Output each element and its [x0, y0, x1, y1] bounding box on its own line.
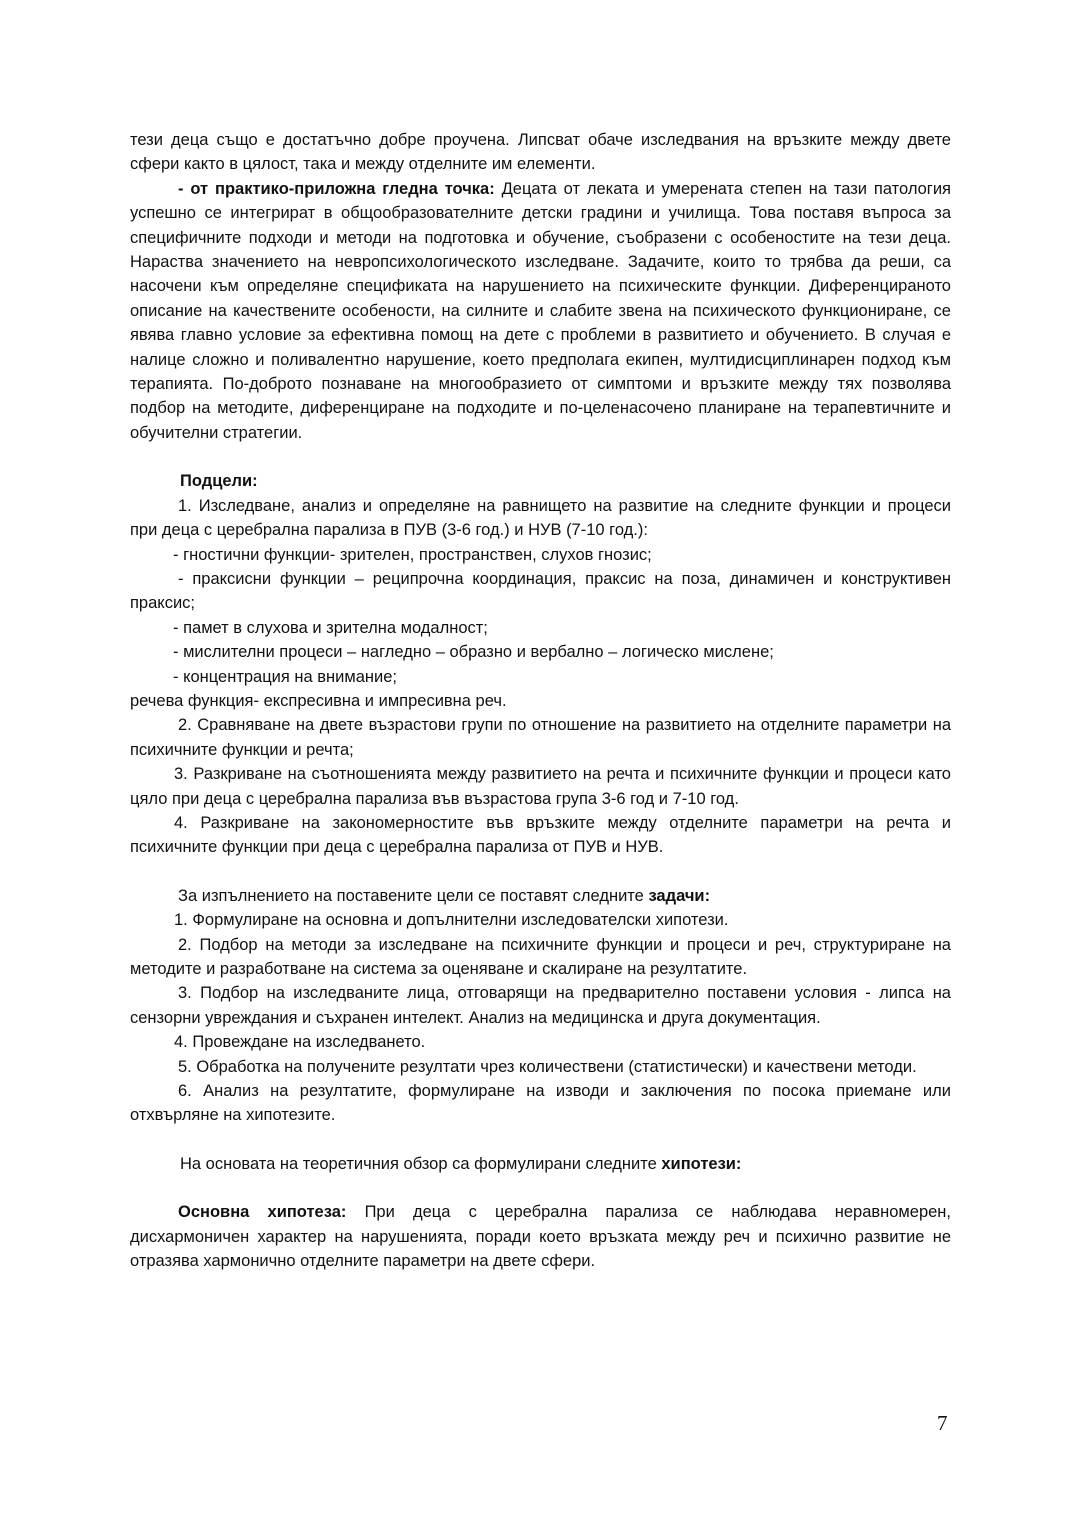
page-number: 7	[937, 1411, 948, 1435]
paragraph-intro-continuation: тези деца също е достатъчно добре проучена. Липсват обаче изследвания на връзките между двете сфери както в цялост, така и между отделните им елементи.	[130, 131, 951, 174]
subgoal-1-item-memory: - памет в слухова и зрителна модалност;	[173, 618, 488, 637]
spacer	[130, 1128, 951, 1152]
paragraph-practical-viewpoint	[130, 177, 951, 445]
main-hypothesis-label: Основна хипотеза:	[178, 1203, 347, 1222]
hypotheses-intro	[130, 1152, 951, 1176]
task-2: 2. Подбор на методи за изследване на психичните функции и процеси и реч, структуриране на методите и разработване на система за оценяване и скалиране на резултатите.	[130, 935, 951, 978]
tasks-label: задачи:	[648, 886, 711, 905]
document-body	[130, 128, 951, 1273]
subgoal-1-item-thinking: - мислителни процеси – нагледно – образно и вербално – логическо мислене;	[173, 643, 774, 662]
subgoal-1-item-attention: - концентрация на внимание;	[173, 667, 397, 686]
subgoal-1-item-speech: речева функция- експресивна и импресивна реч.	[130, 691, 507, 710]
main-hypothesis	[130, 1200, 951, 1273]
spacer	[130, 445, 951, 469]
practical-viewpoint-text: Децата от леката и умерената степен на тази патология успешно се интегрират в общообразователните детски градини и училища. Това поставя въпроса за специфичните подходи и методи на подготовка и обучение, съобразени с особеностите на тези деца. Нараства значението на невропсихологическото изследване. Задачите, които то трябва да реши, са насочени към определяне спецификата на нарушението на психическите функции. Диференцираното описание на качествените особености, на силните и слабите звена на психическото функциониране, се явява главно условие за ефективна помощ на дете с проблеми в развитието и обучението. В случая е налице сложно и поливалентно нарушение, което предполага екипен, мултидисциплинарен подход към терапията. По-доброто познаване на многообразието от симптоми и връзките между тях позволява подбор на методите, диференциране на подходите и по-целенасочено планиране на терапевтичните и обучителни стратегии.	[130, 179, 951, 442]
subgoal-1-item-gnostic: - гностични функции- зрителен, пространствен, слухов гнозис;	[173, 545, 652, 564]
subgoal-4: 4. Разкриване на закономерностите във връзките между отделните параметри на речта и психичните функции при деца с церебрална парализа от ПУВ и НУВ.	[130, 813, 951, 857]
task-3: 3. Подбор на изследваните лица, отговарящи на предварително поставени условия - липса на сензорни увреждания и съхранен интелект. Анализ на медицинска и друга документация.	[130, 984, 951, 1027]
main-hypothesis-text: При деца с церебрална парализа се наблюдава неравномерен, дисхармоничен характер на нарушенията, поради което връзката между реч и психично развитие не отразява хармонично отделните параметри на двете сфери.	[130, 1203, 951, 1271]
hypotheses-label: хипотези:	[661, 1154, 742, 1173]
subgoal-2: 2. Сравняване на двете възрастови групи по отношение на развитието на отделните параметри на психичните функции и речта;	[130, 716, 951, 759]
tasks-intro-text: За изпълнението на поставените цели се поставят следните	[178, 886, 649, 905]
subgoal-3: 3. Разкриване на съотношенията между развитието на речта и психичните функции и процеси като цяло при деца с церебрална парализа във възрастова група 3-6 год и 7-10 год.	[130, 765, 951, 808]
spacer	[130, 1176, 951, 1200]
practical-viewpoint-label: - от практико-приложна гледна точка:	[178, 179, 495, 198]
subgoals-heading: Подцели:	[180, 472, 258, 491]
tasks-intro	[130, 884, 951, 908]
task-5: 5. Обработка на получените резултати чрез количествени (статистически) и качествени методи.	[178, 1057, 917, 1076]
subgoal-1-item-praxis: - праксисни функции – реципрочна координация, праксис на поза, динамичен и конструктивен праксис;	[130, 569, 951, 613]
spacer	[130, 860, 951, 884]
task-4: 4. Провеждане на изследването.	[174, 1033, 426, 1052]
task-6: 6. Анализ на резултатите, формулиране на изводи и заключения по посока приемане или отхвърляне на хипотезите.	[130, 1082, 951, 1125]
subgoal-1: 1. Изследване, анализ и определяне на равнището на развитие на следните функции и процеси при деца с церебрална парализа в ПУВ (3-6 год.) и НУВ (7-10 год.):	[130, 496, 951, 540]
task-1: 1. Формулиране на основна и допълнителни изследователски хипотези.	[174, 911, 729, 930]
hypotheses-intro-text: На основата на теоретичния обзор са формулирани следните	[180, 1154, 662, 1173]
